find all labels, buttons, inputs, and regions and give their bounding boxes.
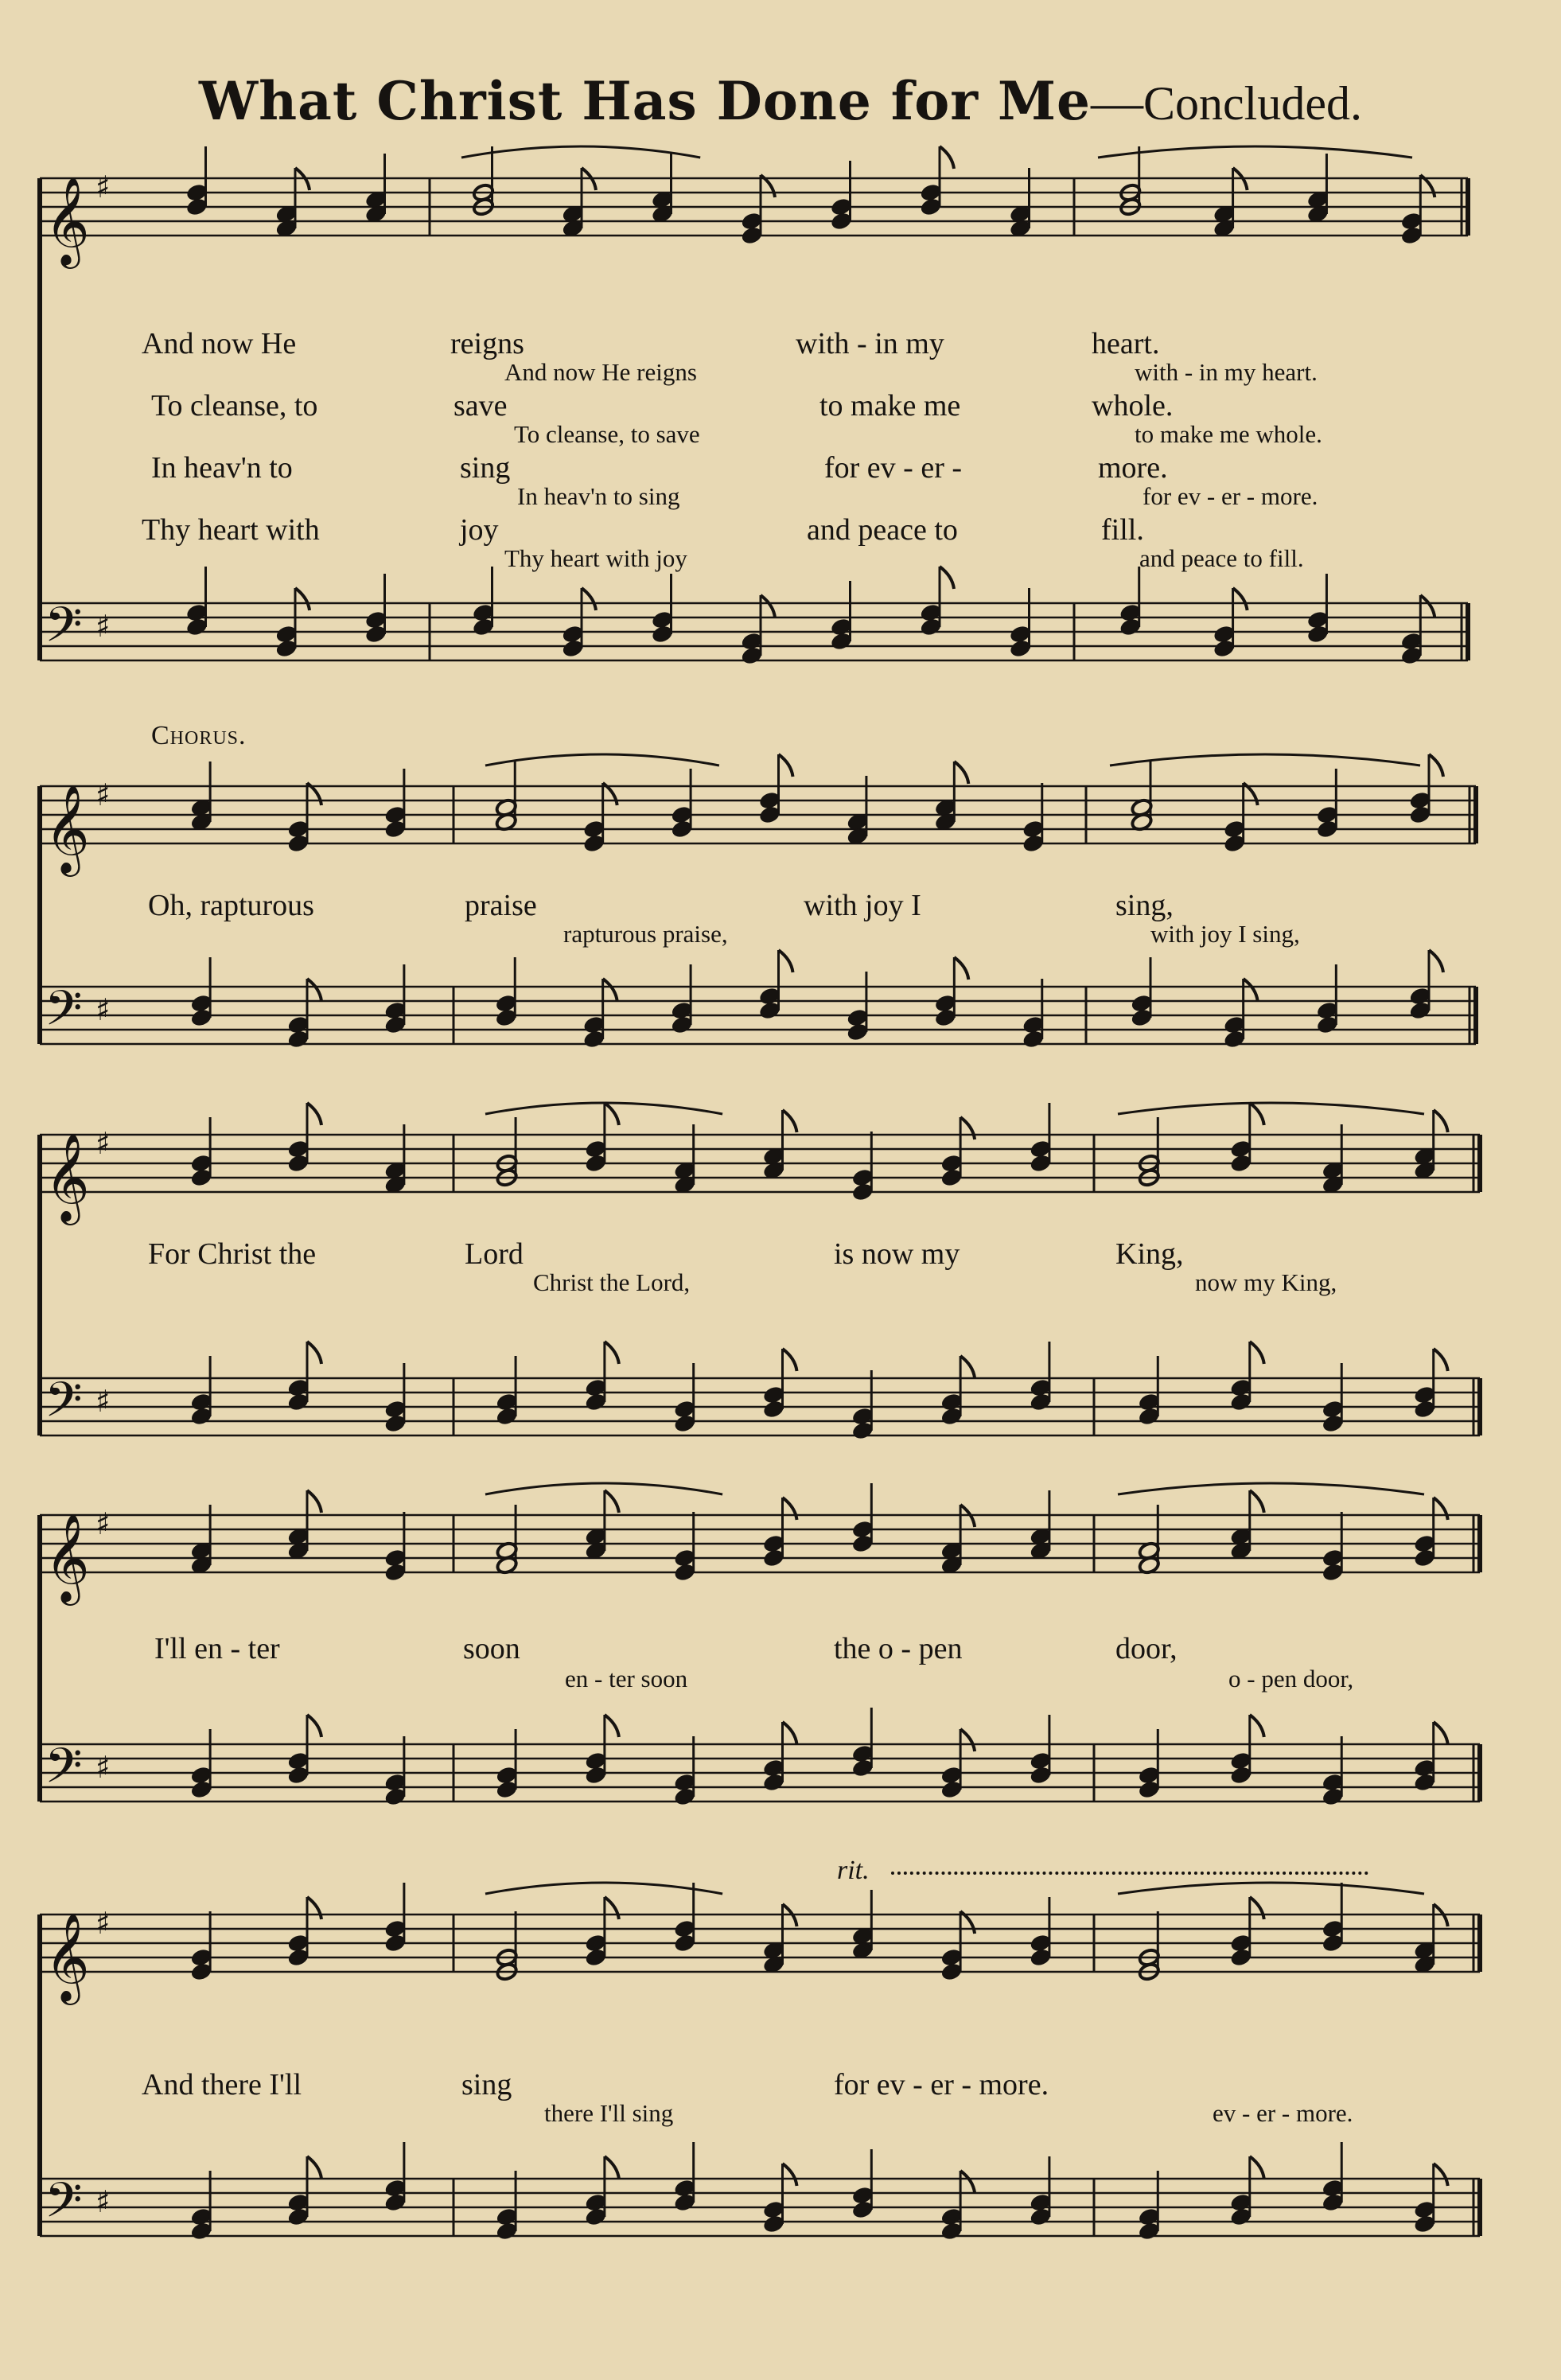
bass-staff: [40, 1372, 1480, 1440]
verse-3-echo: In heav'n to sing: [517, 482, 680, 510]
chorus-lyric: sing: [461, 2068, 512, 2101]
slur: [1118, 1103, 1424, 1114]
verse-1-lyric: heart.: [1092, 327, 1160, 360]
chorus-lyric: sing,: [1115, 889, 1174, 922]
chorus-lyric: for ev - er - more.: [834, 2068, 1049, 2101]
chorus-echo: there I'll sing: [544, 2099, 674, 2127]
verse-4-lyric: fill.: [1101, 513, 1144, 547]
slur: [485, 1883, 722, 1894]
sharp-icon: ♯: [95, 169, 111, 205]
title-subtitle: Concluded.: [1143, 77, 1362, 130]
chorus-echo: now my King,: [1195, 1268, 1337, 1296]
sharp-icon: ♯: [95, 2184, 111, 2219]
bass-clef-icon: 𝄢: [45, 597, 83, 665]
verse-4-lyric: joy: [460, 513, 499, 547]
treble-clef-icon: 𝄞: [45, 176, 90, 265]
verse-1-lyric: And now He: [142, 327, 297, 360]
treble-staff: [40, 777, 1476, 877]
bass-staff: [40, 1738, 1480, 1806]
verse-2-echo: To cleanse, to save: [514, 420, 700, 448]
verse-4-lyric: Thy heart with: [142, 513, 320, 547]
treble-staff: [40, 1126, 1480, 1225]
bass-clef-icon: 𝄢: [45, 2172, 83, 2241]
verse-3-lyric: sing: [460, 451, 511, 485]
slur: [1118, 1483, 1424, 1494]
chorus-lyric: King,: [1115, 1237, 1184, 1271]
treble-clef-icon: 𝄞: [45, 1912, 90, 2001]
bass-staff: [40, 2172, 1480, 2241]
treble-clef-icon: 𝄞: [45, 1132, 90, 1221]
sharp-icon: ♯: [95, 1906, 111, 1941]
bass-clef-icon: 𝄢: [45, 980, 83, 1049]
sharp-icon: ♯: [95, 1506, 111, 1541]
treble-staff: [40, 1906, 1480, 2005]
verse-3-lyric: more.: [1098, 451, 1168, 485]
verse-3-lyric: for ev - er -: [824, 451, 963, 485]
verse-3-lyric: In heav'n to: [151, 451, 293, 485]
rit-extension-line: [891, 1872, 1368, 1875]
verse-1-echo: with - in my heart.: [1135, 358, 1318, 386]
chorus-echo: o - pen door,: [1228, 1665, 1354, 1692]
treble-staff: [40, 1506, 1480, 1606]
chorus-echo: with joy I sing,: [1150, 920, 1300, 948]
hymn-title: What Christ Has Done for Me: [199, 70, 1092, 132]
slur: [1098, 146, 1412, 158]
sharp-icon: ♯: [95, 1750, 111, 1785]
verse-1-lyric: with - in my: [796, 327, 944, 360]
verse-2-lyric: save: [454, 389, 508, 423]
verse-2-lyric: To cleanse, to: [151, 389, 318, 423]
bass-clef-icon: 𝄢: [45, 1738, 83, 1806]
treble-clef-icon: 𝄞: [45, 784, 90, 873]
verse-3-echo: for ev - er - more.: [1143, 482, 1318, 510]
chorus-lyric: with joy I: [804, 889, 921, 922]
sharp-icon: ♯: [95, 1384, 111, 1419]
chorus-echo: en - ter soon: [565, 1665, 688, 1692]
chorus-lyric: For Christ the: [148, 1237, 317, 1271]
system-5: [40, 1883, 1480, 2241]
verse-2-echo: to make me whole.: [1135, 420, 1322, 448]
tempo-marking: rit.: [837, 1856, 870, 1885]
sharp-icon: ♯: [95, 992, 111, 1027]
chorus-lyric: And there I'll: [142, 2068, 302, 2101]
chorus-echo: ev - er - more.: [1213, 2099, 1353, 2127]
chorus-lyric: praise: [465, 889, 537, 922]
sharp-icon: ♯: [95, 609, 111, 644]
slur: [461, 146, 700, 158]
section-label: Chorus.: [151, 721, 247, 750]
chorus-lyric: I'll en - ter: [154, 1632, 280, 1665]
sharp-icon: ♯: [95, 777, 111, 812]
title-dash: —: [1091, 73, 1144, 131]
chorus-lyric: the o - pen: [834, 1632, 963, 1665]
verse-2-lyric: whole.: [1092, 389, 1174, 423]
chorus-echo: Christ the Lord,: [533, 1268, 691, 1296]
slur: [1110, 754, 1420, 765]
chorus-lyric: Oh, rapturous: [148, 889, 314, 922]
slur: [485, 754, 719, 765]
treble-clef-icon: 𝄞: [45, 1513, 90, 1602]
verse-1-echo: And now He reigns: [504, 358, 697, 386]
bass-staff: [40, 980, 1476, 1049]
verse-1-lyric: reigns: [450, 327, 524, 360]
verse-4-lyric: and peace to: [807, 513, 958, 547]
sharp-icon: ♯: [95, 1126, 111, 1161]
chorus-lyric: is now my: [834, 1237, 960, 1271]
verse-4-echo: Thy heart with joy: [504, 544, 687, 572]
chorus-lyric: Lord: [465, 1237, 524, 1271]
chorus-echo: rapturous praise,: [563, 920, 728, 948]
bass-clef-icon: 𝄢: [45, 1372, 83, 1440]
verse-4-echo: and peace to fill.: [1139, 544, 1304, 572]
chorus-lyric: door,: [1115, 1632, 1178, 1665]
verse-2-lyric: to make me: [819, 389, 961, 423]
chorus-lyric: soon: [463, 1632, 520, 1665]
slur: [1118, 1883, 1424, 1894]
